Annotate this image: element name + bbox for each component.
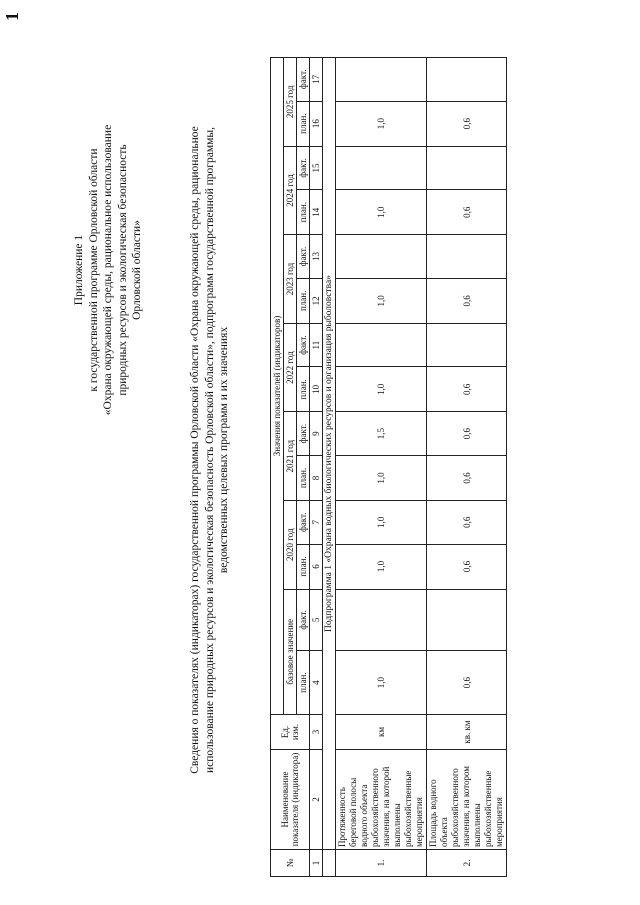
col-num: 15 — [310, 146, 323, 190]
header-fact: факт. — [297, 235, 310, 279]
header-fact: факт. — [297, 58, 310, 102]
row-unit: км — [336, 715, 427, 750]
value-cell — [336, 589, 427, 651]
col-num: 9 — [310, 412, 323, 456]
indicators-table — [270, 57, 507, 877]
col-num: 16 — [310, 101, 323, 146]
value-cell — [336, 323, 427, 367]
header-base: базовое значение — [284, 589, 297, 714]
value-cell: 1,0 — [336, 651, 427, 715]
col-num: 8 — [310, 455, 323, 500]
header-fact: факт. — [297, 412, 310, 456]
value-cell: 1,0 — [336, 544, 427, 589]
header-plan: план. — [297, 278, 310, 323]
col-num: 12 — [310, 278, 323, 323]
header-fact: факт. — [297, 500, 310, 544]
appendix-block — [72, 120, 145, 420]
col-num: 13 — [310, 235, 323, 279]
header-fact: факт. — [297, 146, 310, 190]
appendix-title: Приложение 1 — [73, 234, 85, 306]
value-cell: 0,6 — [427, 278, 507, 323]
row-name: Площадь водного объекта рыбохозяйственного значения, на котором выполнены рыбохозяйственные мероприятия — [427, 750, 507, 850]
value-cell: 1,0 — [336, 101, 427, 146]
header-values: Значения показателей (индикаторов) — [271, 58, 284, 715]
appendix-line: к государственной программе Орловской области — [87, 148, 100, 392]
value-cell — [336, 58, 427, 102]
value-cell: 0,6 — [427, 412, 507, 456]
value-cell: 0,6 — [427, 651, 507, 715]
col-num: 2 — [310, 750, 323, 850]
col-num: 7 — [310, 500, 323, 544]
header-year: 2022 год — [284, 323, 297, 412]
header-fact: факт. — [297, 589, 310, 651]
table-row — [427, 58, 507, 877]
col-num: 1 — [310, 850, 323, 877]
document-heading: Сведения о показателях (индикаторах) государственной программы Орловской области «Охрана окружающей среды, рациональное использование природных ресурсов и экологическая безопасность Орловской области», подпрограмм государственной программы, ведомственных целевых программ и их значениях — [189, 126, 230, 774]
row-no: 2. — [427, 850, 507, 877]
col-num: 17 — [310, 58, 323, 102]
col-num: 11 — [310, 323, 323, 367]
value-cell: 1,0 — [336, 455, 427, 500]
col-num: 10 — [310, 367, 323, 412]
value-cell: 0,6 — [427, 190, 507, 235]
value-cell — [427, 323, 507, 367]
row-no: 1. — [336, 850, 427, 877]
subprogram-title: Подпрограмма 1 «Охрана водных биологических ресурсов и организация рыболовства» — [323, 58, 336, 850]
header-fact: факт. — [297, 323, 310, 367]
header-plan: план. — [297, 190, 310, 235]
header-year: 2021 год — [284, 412, 297, 501]
header-unit: Ед. изм. — [271, 715, 310, 750]
header-year: 2024 год — [284, 146, 297, 235]
header-plan: план. — [297, 367, 310, 412]
value-cell — [427, 146, 507, 190]
col-num: 5 — [310, 589, 323, 651]
value-cell: 0,6 — [427, 101, 507, 146]
header-no: № — [271, 850, 310, 877]
value-cell: 0,6 — [427, 455, 507, 500]
header-plan: план. — [297, 651, 310, 715]
value-cell — [336, 235, 427, 279]
value-cell — [427, 589, 507, 651]
header-year: 2023 год — [284, 235, 297, 324]
table-row — [336, 58, 427, 877]
value-cell: 1,0 — [336, 190, 427, 235]
col-num: 6 — [310, 544, 323, 589]
value-cell — [427, 58, 507, 102]
row-unit: кв. км — [427, 715, 507, 750]
header-year: 2025 год — [284, 58, 297, 147]
value-cell: 1,0 — [336, 367, 427, 412]
value-cell: 0,6 — [427, 500, 507, 544]
header-year: 2020 год — [284, 500, 297, 589]
corner-mark: 1 — [2, 12, 22, 21]
appendix-line: «Охрана окружающей среды, рациональное использование — [102, 124, 114, 416]
appendix-line: Орловской области» — [131, 220, 143, 320]
header-name: Наименование показателя (индикатора) — [271, 750, 310, 850]
value-cell: 0,6 — [427, 544, 507, 589]
header-plan: план. — [297, 101, 310, 146]
value-cell: 1,5 — [336, 412, 427, 456]
column-numbers-row — [310, 58, 323, 877]
value-cell: 0,6 — [427, 367, 507, 412]
value-cell: 1,0 — [336, 278, 427, 323]
appendix-line: природных ресурсов и экологическая безопасность — [116, 144, 129, 396]
col-num: 4 — [310, 651, 323, 715]
value-cell — [427, 235, 507, 279]
col-num: 14 — [310, 190, 323, 235]
header-plan: план. — [297, 455, 310, 500]
value-cell — [336, 146, 427, 190]
value-cell: 1,0 — [336, 500, 427, 544]
header-plan: план. — [297, 544, 310, 589]
col-num: 3 — [310, 715, 323, 750]
row-name: Протяженность береговой полосы водного объекта рыбохозяйственного значения, на которой выполнены рыбохозяйственные мероприятия — [336, 750, 427, 850]
